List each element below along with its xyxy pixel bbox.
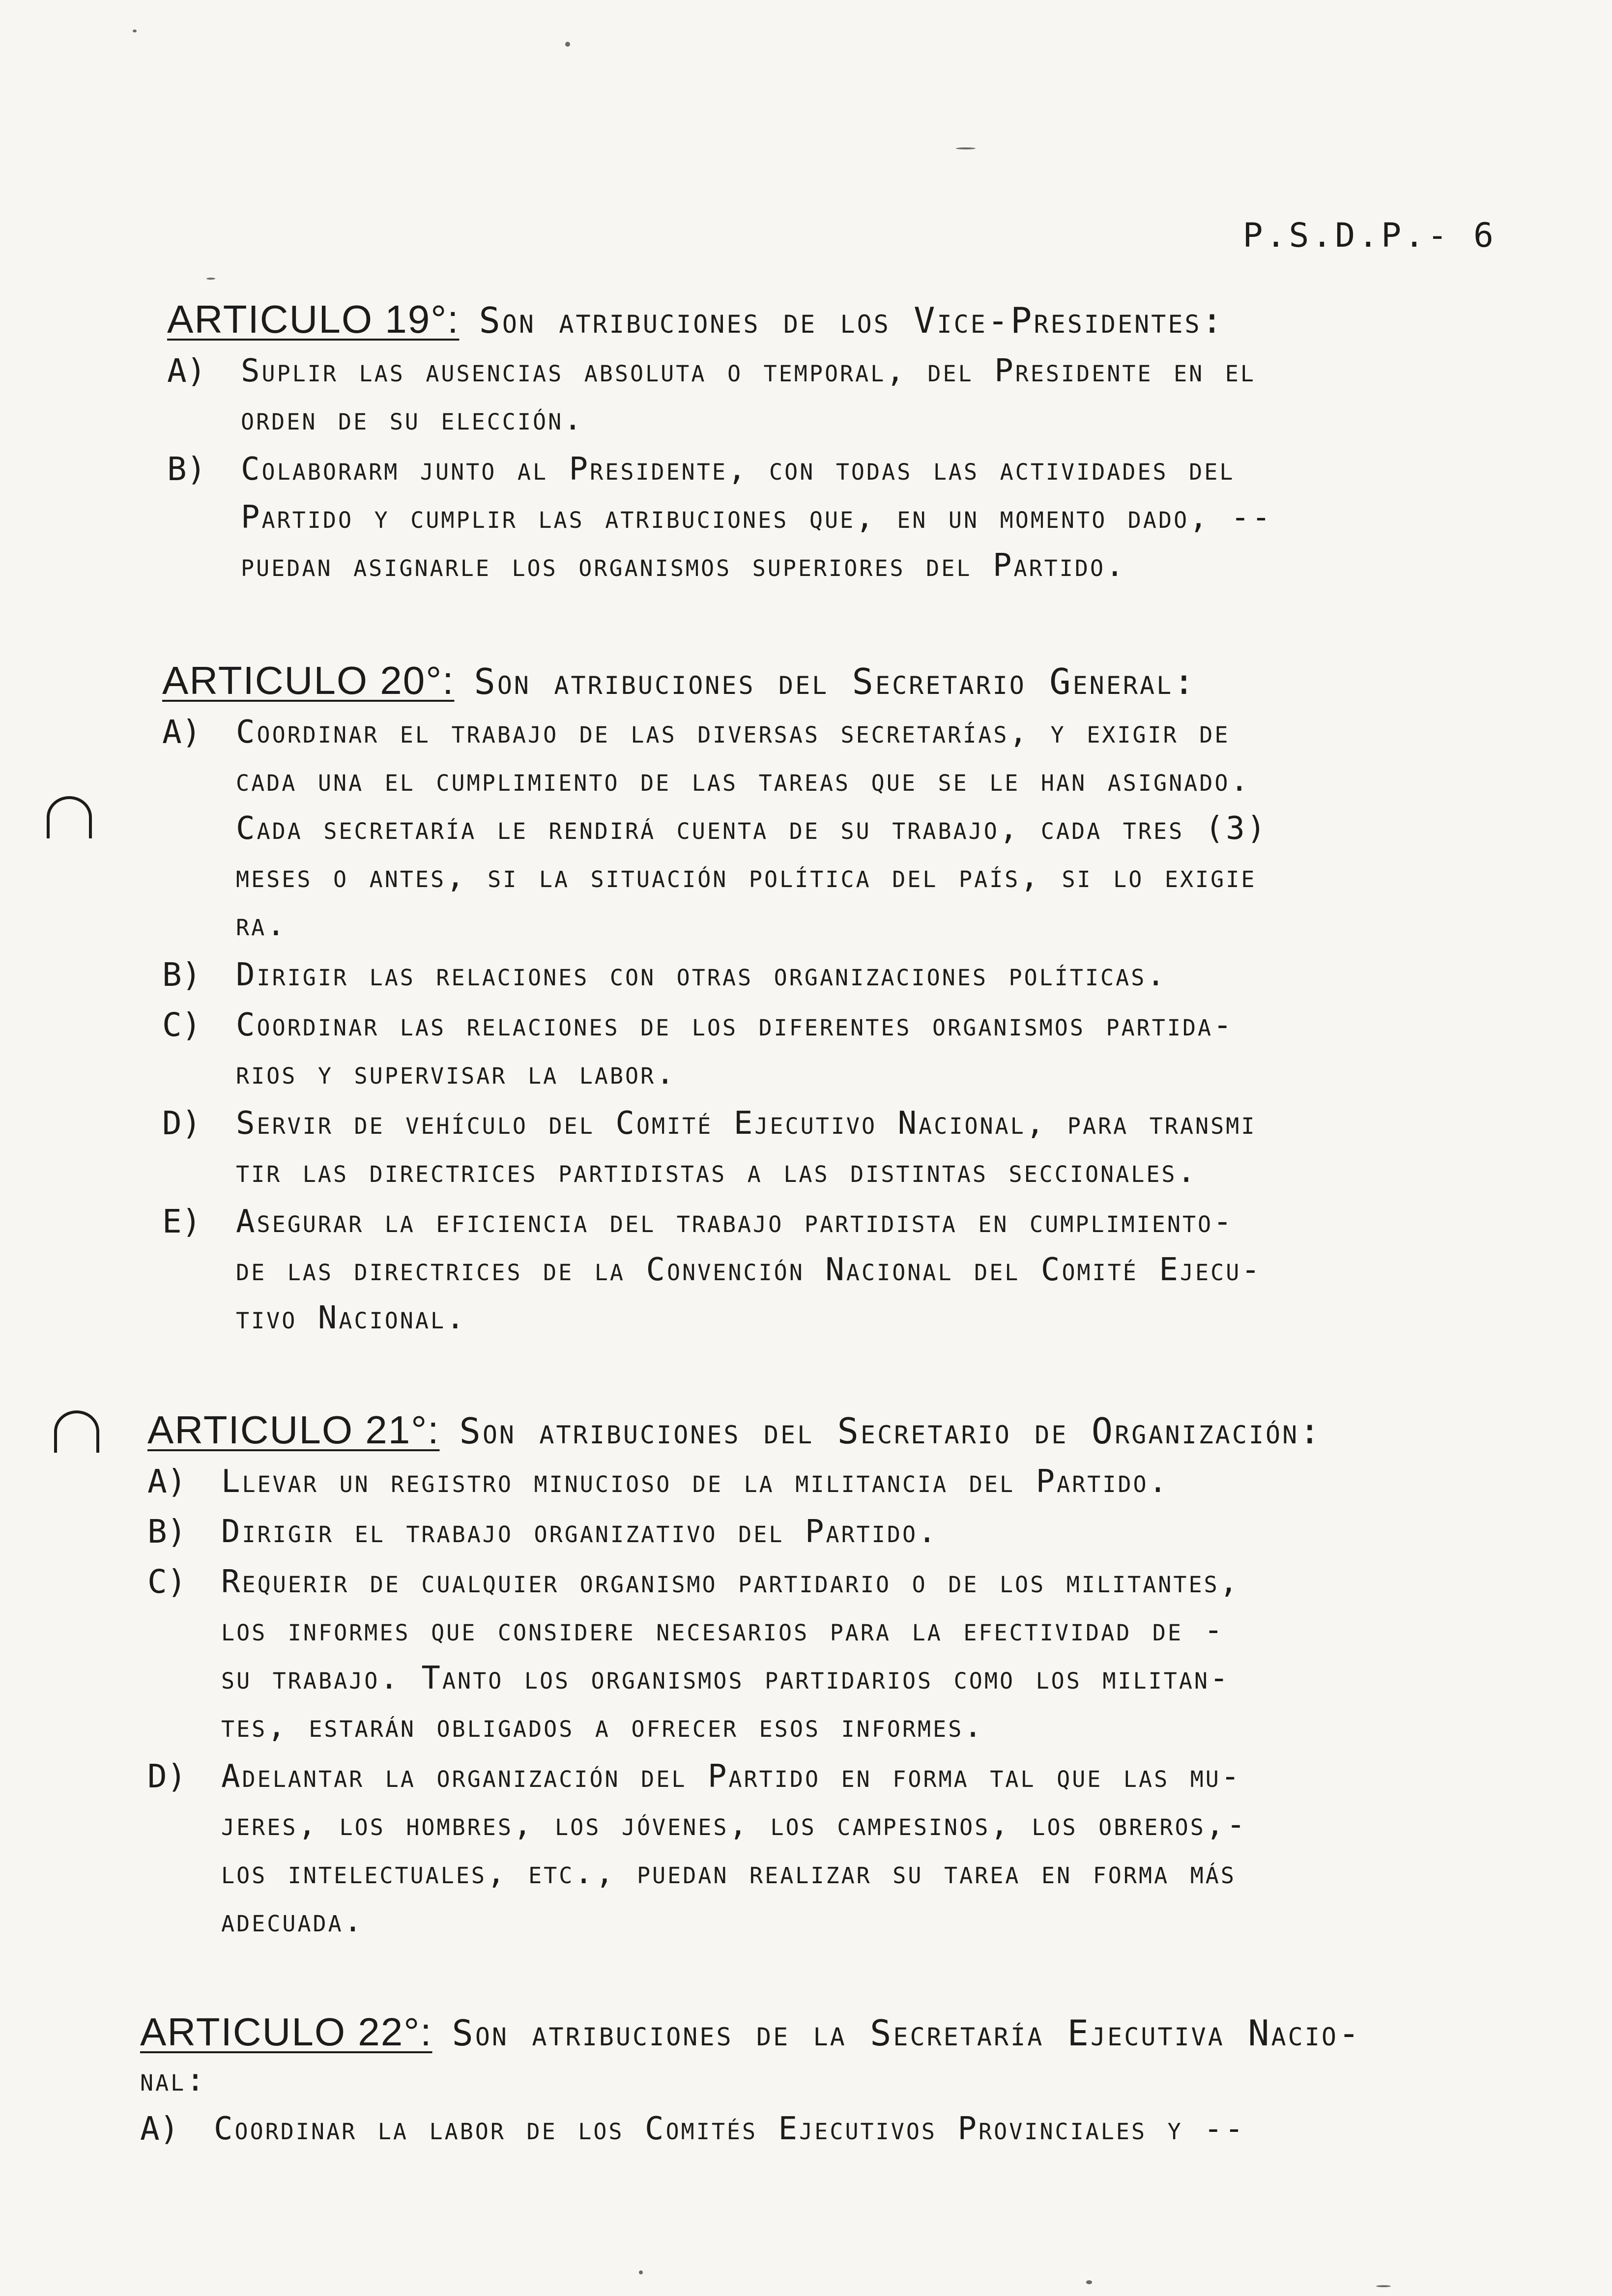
list-item	[162, 1198, 1519, 1342]
article-21	[147, 1406, 1504, 1945]
article-header	[140, 2008, 1497, 2058]
list-item	[167, 445, 1524, 590]
item-text: Asegurar la eficiencia del trabajo partidista en cumplimiento- de las directrices de la Convención Nacional del Comité Ejecu- tivo Nacional.	[236, 1204, 1262, 1336]
list-item	[162, 951, 1519, 999]
item-text: Suplir las ausencias absoluta o temporal, del Presidente en el orden de su elección.	[241, 353, 1256, 437]
article-header	[162, 656, 1519, 706]
scan-speck	[206, 278, 215, 280]
list-item	[147, 1558, 1504, 1751]
margin-mark	[47, 796, 92, 838]
item-text: Adelantar la organización del Partido en forma tal que las mu- jeres, los hombres, los jóvenes, los campesinos, los obreros,- los intelectuales, etc., puedan realizar su tarea en forma más adecuada.	[221, 1758, 1247, 1939]
item-text: Colaborarm junto al Presidente, con todas las actividades del Partido y cumplir las atribuciones que, en un momento dado, -- puedan asignarle los organismos superiores del Partido.	[241, 451, 1273, 584]
list-item	[140, 2105, 1497, 2153]
item-text: Dirigir las relaciones con otras organizaciones políticas.	[236, 957, 1167, 993]
article-heading-continuation: nal:	[140, 2062, 207, 2098]
scan-speck	[1086, 2280, 1092, 2284]
article-heading: Son atribuciones de los Vice-Presidentes:	[479, 300, 1225, 341]
item-letter: B)	[147, 1513, 187, 1550]
list-item	[147, 1508, 1504, 1556]
article-header	[147, 1406, 1504, 1456]
item-letter: D)	[162, 1104, 202, 1142]
scan-speck	[565, 42, 570, 47]
article-heading: Son atribuciones de la Secretaría Ejecutiva Nacio-	[452, 2012, 1362, 2054]
article-title: ARTICULO 19°:	[167, 297, 460, 341]
item-text: Llevar un registro minucioso de la militancia del Partido.	[221, 1464, 1170, 1500]
item-text: Coordinar el trabajo de las diversas secretarías, y exigir de cada una el cumplimiento de las tareas que se le han asignado. Cada secretaría le rendirá cuenta de su trabajo, cada tres (3) meses o antes, si la situación política del país, si lo exigie ra.	[236, 714, 1268, 943]
scan-speck	[956, 147, 976, 149]
list-item	[147, 1458, 1504, 1506]
item-letter: B)	[162, 956, 202, 994]
page-reference: P.S.D.P.- 6	[1242, 216, 1497, 255]
item-text: Coordinar las relaciones de los diferentes organismos partida- rios y supervisar la labor.	[236, 1007, 1234, 1091]
article-20	[162, 656, 1519, 1342]
list-item	[162, 1099, 1519, 1196]
item-letter: A)	[167, 352, 206, 390]
item-text: Requerir de cualquier organismo partidario o de los militantes, los informes que considere necesarios para la efectividad de - su trabajo. Tanto los organismos partidarios como los militan- tes, estarán obligados a ofrecer esos informes.	[221, 1564, 1240, 1745]
item-text: Servir de vehículo del Comité Ejecutivo Nacional, para transmi tir las directrices partidistas a las distintas seccionales.	[236, 1105, 1257, 1190]
article-header	[167, 295, 1524, 345]
article-title: ARTICULO 20°:	[162, 659, 455, 702]
article-22	[140, 2008, 1497, 2153]
item-text: Coordinar la labor de los Comités Ejecutivos Provinciales y --	[214, 2111, 1246, 2147]
item-letter: C)	[147, 1563, 187, 1601]
item-letter: A)	[162, 713, 202, 751]
item-letter: A)	[147, 1463, 187, 1500]
list-item	[162, 1001, 1519, 1097]
article-19	[167, 295, 1524, 590]
article-heading: Son atribuciones del Secretario de Organización:	[459, 1410, 1323, 1452]
scan-speck	[1376, 2285, 1391, 2287]
margin-mark	[54, 1410, 99, 1453]
article-title: ARTICULO 21°:	[147, 1408, 440, 1452]
item-text: Dirigir el trabajo organizativo del Partido.	[221, 1514, 939, 1550]
list-item	[162, 708, 1519, 949]
article-heading: Son atribuciones del Secretario General:	[474, 661, 1197, 702]
item-letter: A)	[140, 2110, 179, 2148]
item-letter: C)	[162, 1006, 202, 1044]
list-item	[167, 347, 1524, 443]
item-letter: E)	[162, 1203, 202, 1240]
list-item	[147, 1752, 1504, 1945]
scan-speck	[639, 2270, 643, 2274]
item-letter: B)	[167, 450, 206, 488]
article-title: ARTICULO 22°:	[140, 2010, 432, 2054]
item-letter: D)	[147, 1757, 187, 1795]
scan-speck	[133, 29, 137, 32]
